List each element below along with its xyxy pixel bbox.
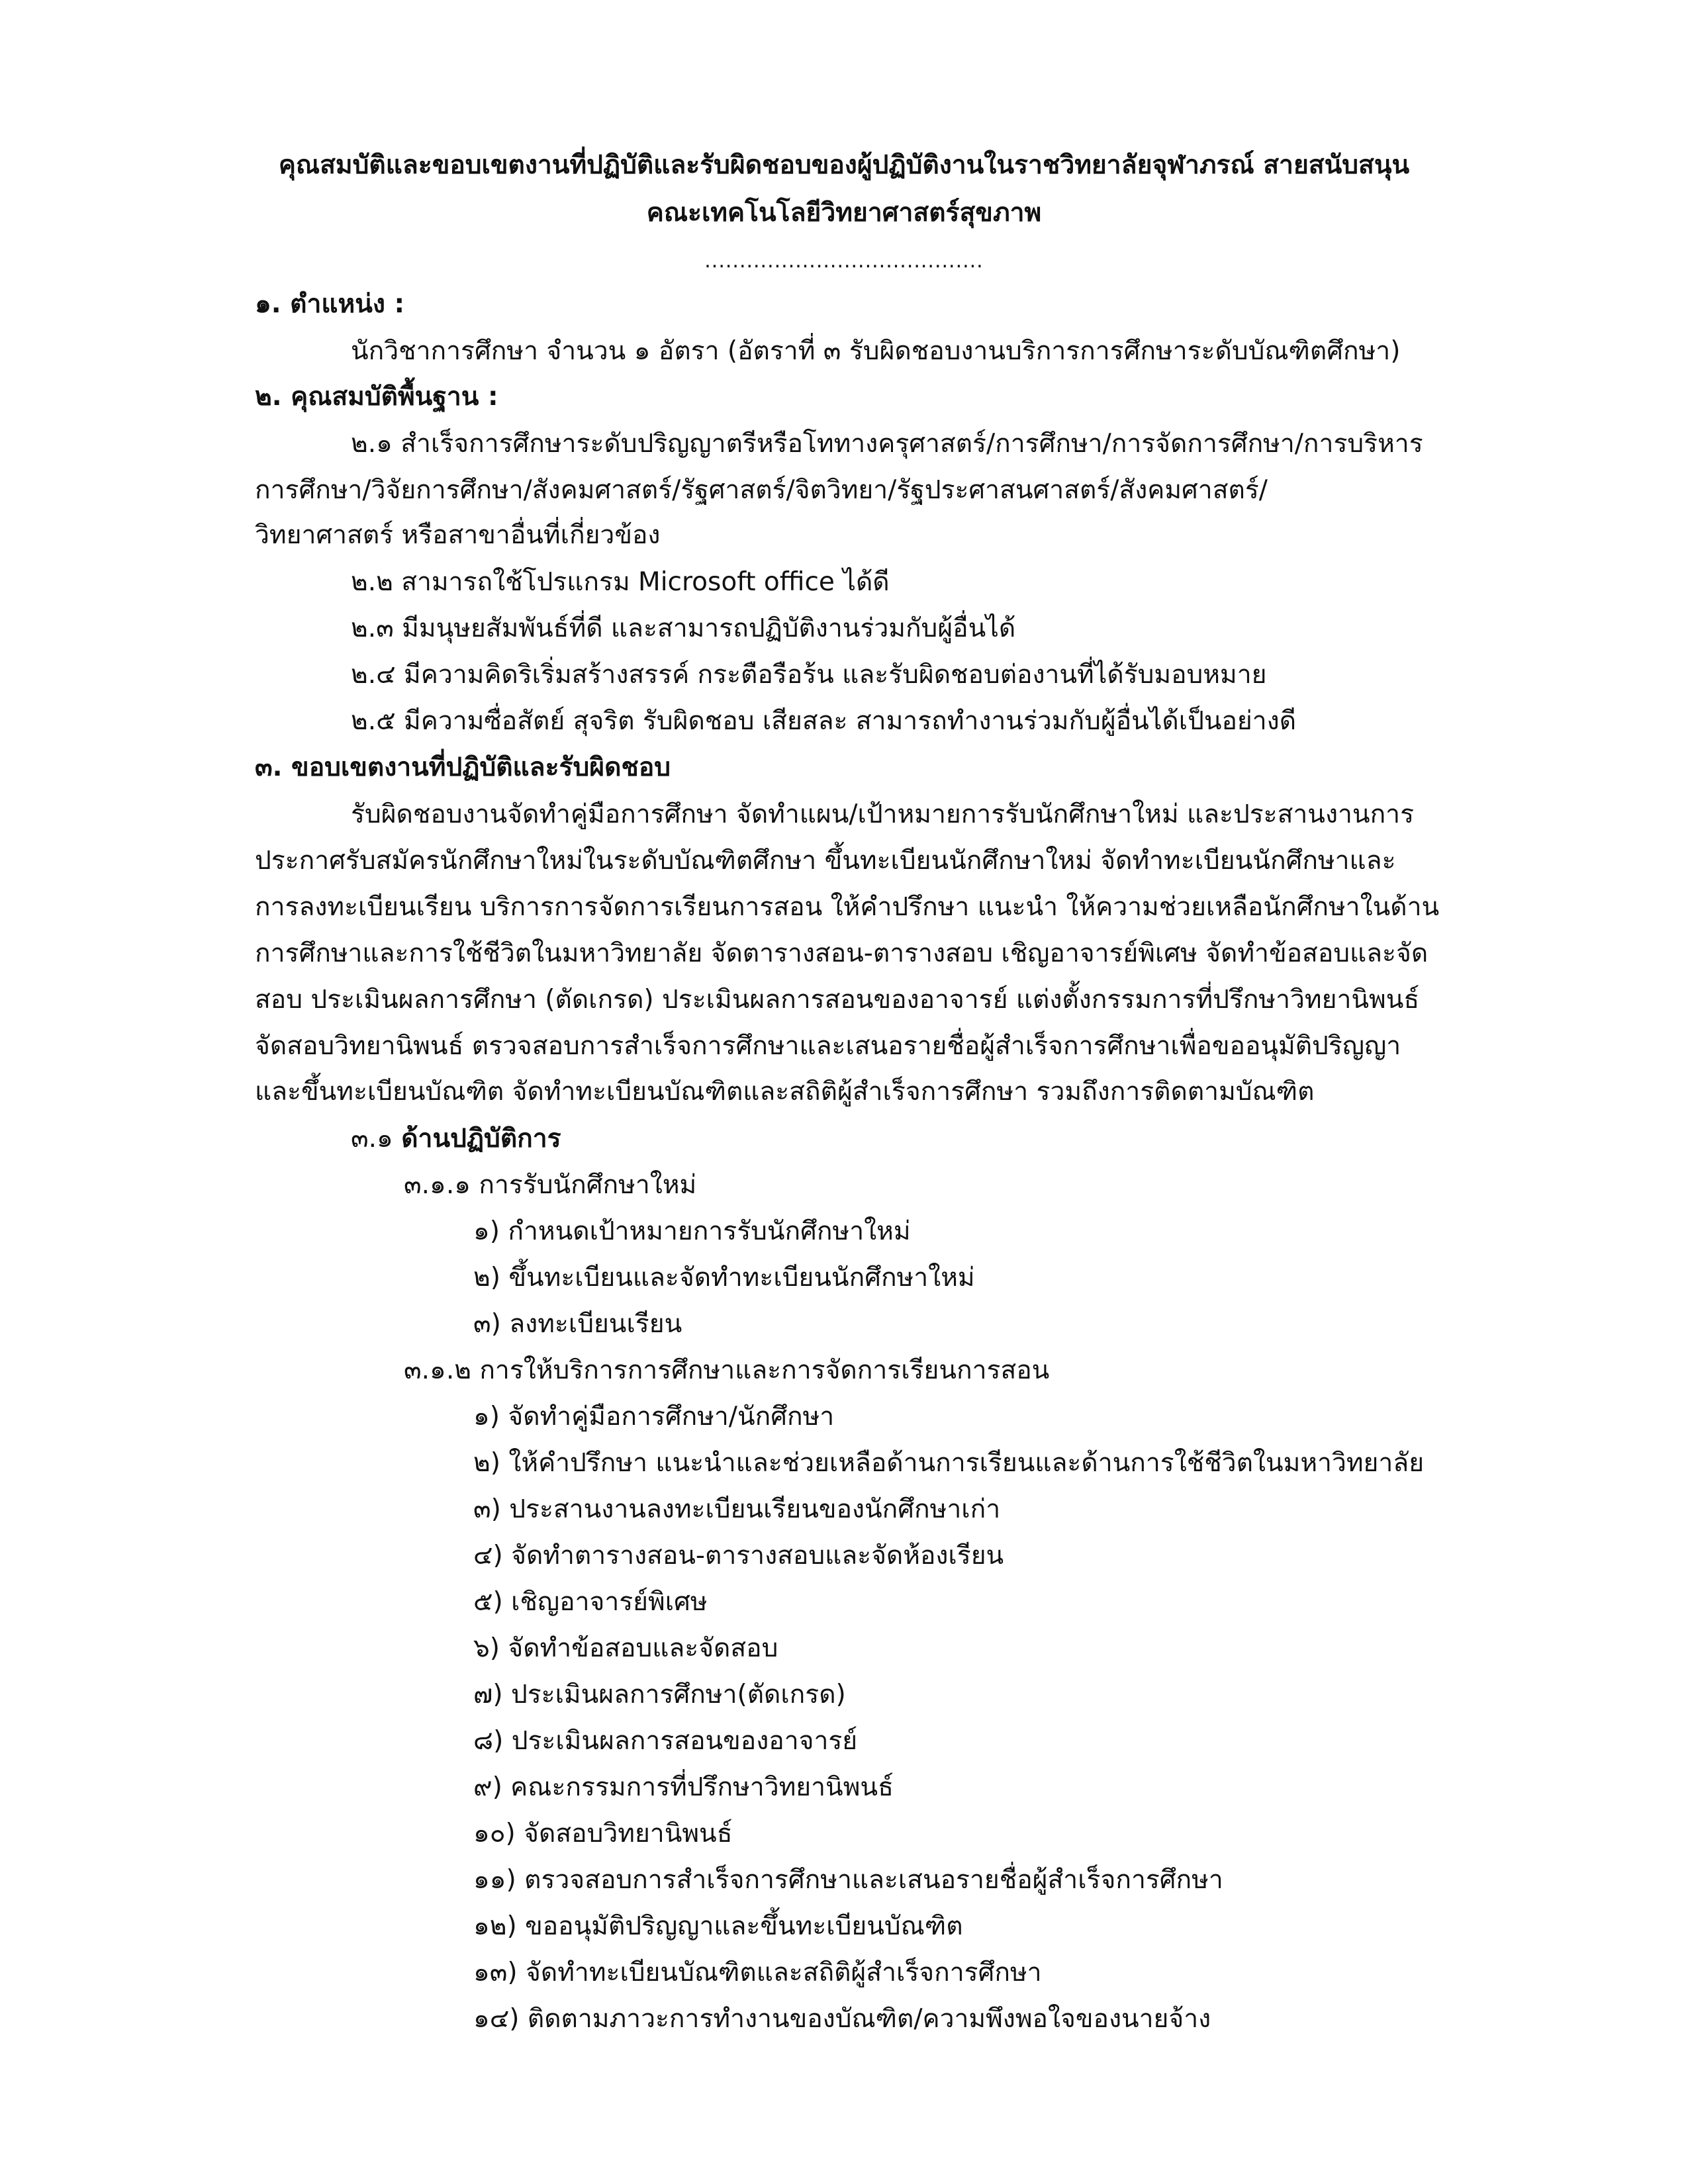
position-description: นักวิชาการศึกษา จำนวน ๑ อัตรา (อัตราที่ ๓ รับผิดชอบงานบริการการศึกษาระดับบัณฑิตศึกษา): [351, 336, 1401, 366]
scope-paragraph-line: ประกาศรับสมัครนักศึกษาใหม่ในระดับบัณฑิตศึกษา ขึ้นทะเบียนนักศึกษาใหม่ จัดทำทะเบียนนักศึกษาและ: [255, 846, 1396, 876]
qualification-2-2: ๒.๒ สามารถใช้โปรแกรม Microsoft office ได้ดี: [351, 567, 890, 597]
qualification-2-1-line-2: การศึกษา/วิจัยการศึกษา/สังคมศาสตร์/รัฐศาสตร์/จิตวิทยา/รัฐประศาสนศาสตร์/สังคมศาสตร์/: [255, 475, 1268, 505]
scope-paragraph-line: การศึกษาและการใช้ชีวิตในมหาวิทยาลัย จัดตารางสอน-ตารางสอบ เชิญอาจารย์พิเศษ จัดทำข้อสอบและจัด: [255, 938, 1429, 968]
list-item: ๑๔) ติดตามภาวะการทำงานของบัณฑิต/ความพึงพอใจของนายจ้าง: [473, 2004, 1211, 2034]
list-item: ๑๓) จัดทำทะเบียนบัณฑิตและสถิติผู้สำเร็จการศึกษา: [473, 1958, 1042, 1987]
section-3-heading: ๓. ขอบเขตงานที่ปฏิบัติและรับผิดชอบ: [255, 752, 671, 782]
list-item: ๔) จัดทำตารางสอน-ตารางสอบและจัดห้องเรียน: [473, 1541, 1004, 1570]
list-item: ๗) ประเมินผลการศึกษา(ตัดเกรด): [473, 1680, 846, 1709]
list-item: ๑๒) ขออนุมัติปริญญาและขึ้นทะเบียนบัณฑิต: [473, 1911, 963, 1941]
subsection-3-1-1-heading: ๓.๑.๑ การรับนักศึกษาใหม่: [404, 1170, 697, 1200]
subsection-3-1-number: ๓.๑: [351, 1124, 393, 1154]
list-item: ๓) ประสานงานลงทะเบียนเรียนของนักศึกษาเก่า: [473, 1494, 1001, 1524]
scope-paragraph-line: สอบ ประเมินผลการศึกษา (ตัดเกรด) ประเมินผลการสอนของอาจารย์ แต่งตั้งกรรมการที่ปรึกษาวิทยานิพนธ์: [255, 985, 1420, 1015]
subsection-3-1-heading: [351, 1122, 561, 1156]
section-2-heading: ๒. คุณสมบัติพื้นฐาน :: [255, 382, 498, 412]
scope-paragraph-line: จัดสอบวิทยานิพนธ์ ตรวจสอบการสำเร็จการศึกษาและเสนอรายชื่อผู้สำเร็จการศึกษาเพื่อขออนุมัติปริญญา: [255, 1031, 1401, 1061]
list-item: ๑) กำหนดเป้าหมายการรับนักศึกษาใหม่: [473, 1216, 911, 1246]
list-item: ๓) ลงทะเบียนเรียน: [473, 1309, 682, 1339]
list-item: ๑) จัดทำคู่มือการศึกษา/นักศึกษา: [473, 1402, 835, 1432]
list-item: ๑๑) ตรวจสอบการสำเร็จการศึกษาและเสนอรายชื่อผู้สำเร็จการศึกษา: [473, 1865, 1223, 1895]
document-title-line-1: คุณสมบัติและขอบเขตงานที่ปฏิบัติและรับผิดชอบของผู้ปฏิบัติงานในราชวิทยาลัยจุฬาภรณ์ สายสนับสนุน: [278, 150, 1410, 180]
list-item: ๘) ประเมินผลการสอนของอาจารย์: [473, 1726, 858, 1756]
list-item: ๑๐) จัดสอบวิทยานิพนธ์: [473, 1819, 733, 1848]
scope-paragraph-line: และขึ้นทะเบียนบัณฑิต จัดทำทะเบียนบัณฑิตและสถิติผู้สำเร็จการศึกษา รวมถึงการติดตามบัณฑิต: [255, 1077, 1315, 1107]
list-item: ๒) ให้คำปรึกษา แนะนำและช่วยเหลือด้านการเรียนและด้านการใช้ชีวิตในมหาวิทยาลัย: [473, 1448, 1425, 1478]
qualification-2-5: ๒.๕ มีความซื่อสัตย์ สุจริต รับผิดชอบ เสียสละ สามารถทำงานร่วมกับผู้อื่นได้เป็นอย่างดี: [351, 706, 1297, 736]
subsection-3-1-2-heading: ๓.๑.๒ การให้บริการการศึกษาและการจัดการเรียนการสอน: [404, 1355, 1050, 1385]
list-item: ๒) ขึ้นทะเบียนและจัดทำทะเบียนนักศึกษาใหม่: [473, 1263, 975, 1293]
scope-paragraph-line: การลงทะเบียนเรียน บริการการจัดการเรียนการสอน ให้คำปรึกษา แนะนำ ให้ความช่วยเหลือนักศึกษาในด้าน: [255, 892, 1440, 922]
qualification-2-4: ๒.๔ มีความคิดริเริ่มสร้างสรรค์ กระตือรือร้น และรับผิดชอบต่องานที่ได้รับมอบหมาย: [351, 660, 1267, 690]
qualification-2-1-line-3: วิทยาศาสตร์ หรือสาขาอื่นที่เกี่ยวข้อง: [255, 520, 661, 550]
qualification-2-1-line-1: ๒.๑ สำเร็จการศึกษาระดับปริญญาตรีหรือโททางครุศาสตร์/การศึกษา/การจัดการศึกษา/การบริหาร: [351, 429, 1423, 459]
title-separator: ........................................: [704, 250, 984, 273]
list-item: ๖) จัดทำข้อสอบและจัดสอบ: [473, 1633, 778, 1663]
qualification-2-3: ๒.๓ มีมนุษยสัมพันธ์ที่ดี และสามารถปฏิบัติงานร่วมกับผู้อื่นได้: [351, 614, 1016, 643]
document-title-line-2: คณะเทคโนโลยีวิทยาศาสตร์สุขภาพ: [646, 198, 1042, 228]
section-1-heading: ๑. ตำแหน่ง :: [255, 289, 405, 319]
list-item: ๙) คณะกรรมการที่ปรึกษาวิทยานิพนธ์: [473, 1772, 894, 1802]
subsection-3-1-label: ด้านปฏิบัติการ: [401, 1124, 561, 1154]
list-item: ๕) เชิญอาจารย์พิเศษ: [473, 1587, 708, 1617]
scope-paragraph-line: รับผิดชอบงานจัดทำคู่มือการศึกษา จัดทำแผน/เป้าหมายการรับนักศึกษาใหม่ และประสานงานการ: [351, 799, 1415, 829]
